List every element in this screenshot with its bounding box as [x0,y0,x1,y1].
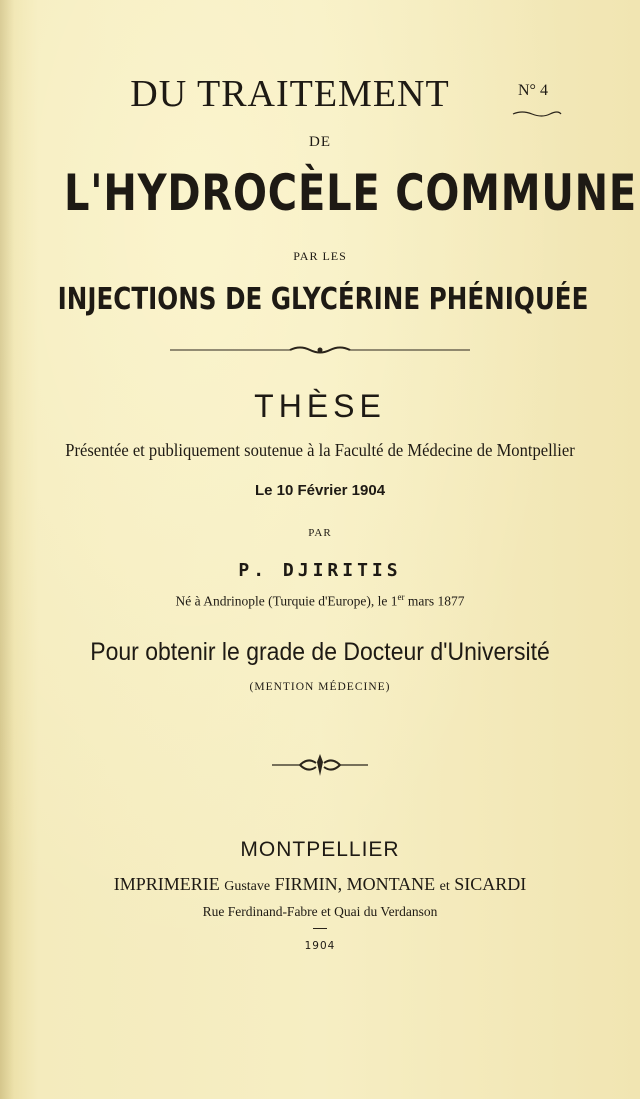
printer-address: Rue Ferdinand-Fabre et Quai du Verdanson [202,904,438,919]
fleuron-ornament [270,752,370,778]
birth-superscript: er [397,592,405,602]
short-rule [313,928,327,929]
printer-part-1: IMPRIMERIE [113,874,225,894]
purpose-line: Pour obtenir le grade de Docteur d'Université [90,638,550,666]
author-name: P. DJIRITIS [238,560,402,581]
mention-line: (MENTION MÉDECINE) [249,681,391,693]
defense-date: Le 10 Février 1904 [254,482,386,499]
printer-part-5: SICARDI [449,874,527,894]
these-heading: THÈSE [254,388,386,424]
par-les-label: PAR LES [293,249,347,263]
printer-part-3: FIRMIN, MONTANE [270,874,440,894]
presentation-line: Présentée et publiquement soutenue à la Faculté de Médecine de Montpellier [65,440,575,460]
birth-line [0,592,640,610]
ornament-divider [170,344,470,356]
city-name: MONTPELLIER [240,838,400,861]
main-title: DU TRAITEMENT [130,73,450,115]
birth-prefix: Né à Andrinople (Turquie d'Europe), le 1 [175,593,398,609]
printer-part-4: et [439,879,450,894]
number-label: N° 4 [518,82,548,99]
printer-part-2: Gustave [224,879,271,894]
birth-suffix: mars 1877 [404,593,465,609]
subject-title: L'HYDROCÈLE COMMUNE [64,164,638,222]
de-label: DE [309,134,331,150]
par-label: PAR [308,527,332,539]
publication-year: 1904 [304,940,336,952]
binding-shadow [0,0,14,1099]
number-underline [512,110,562,118]
method-title: INJECTIONS DE GLYCÉRINE PHÉNIQUÉE [57,282,589,317]
printer-line [0,874,640,895]
